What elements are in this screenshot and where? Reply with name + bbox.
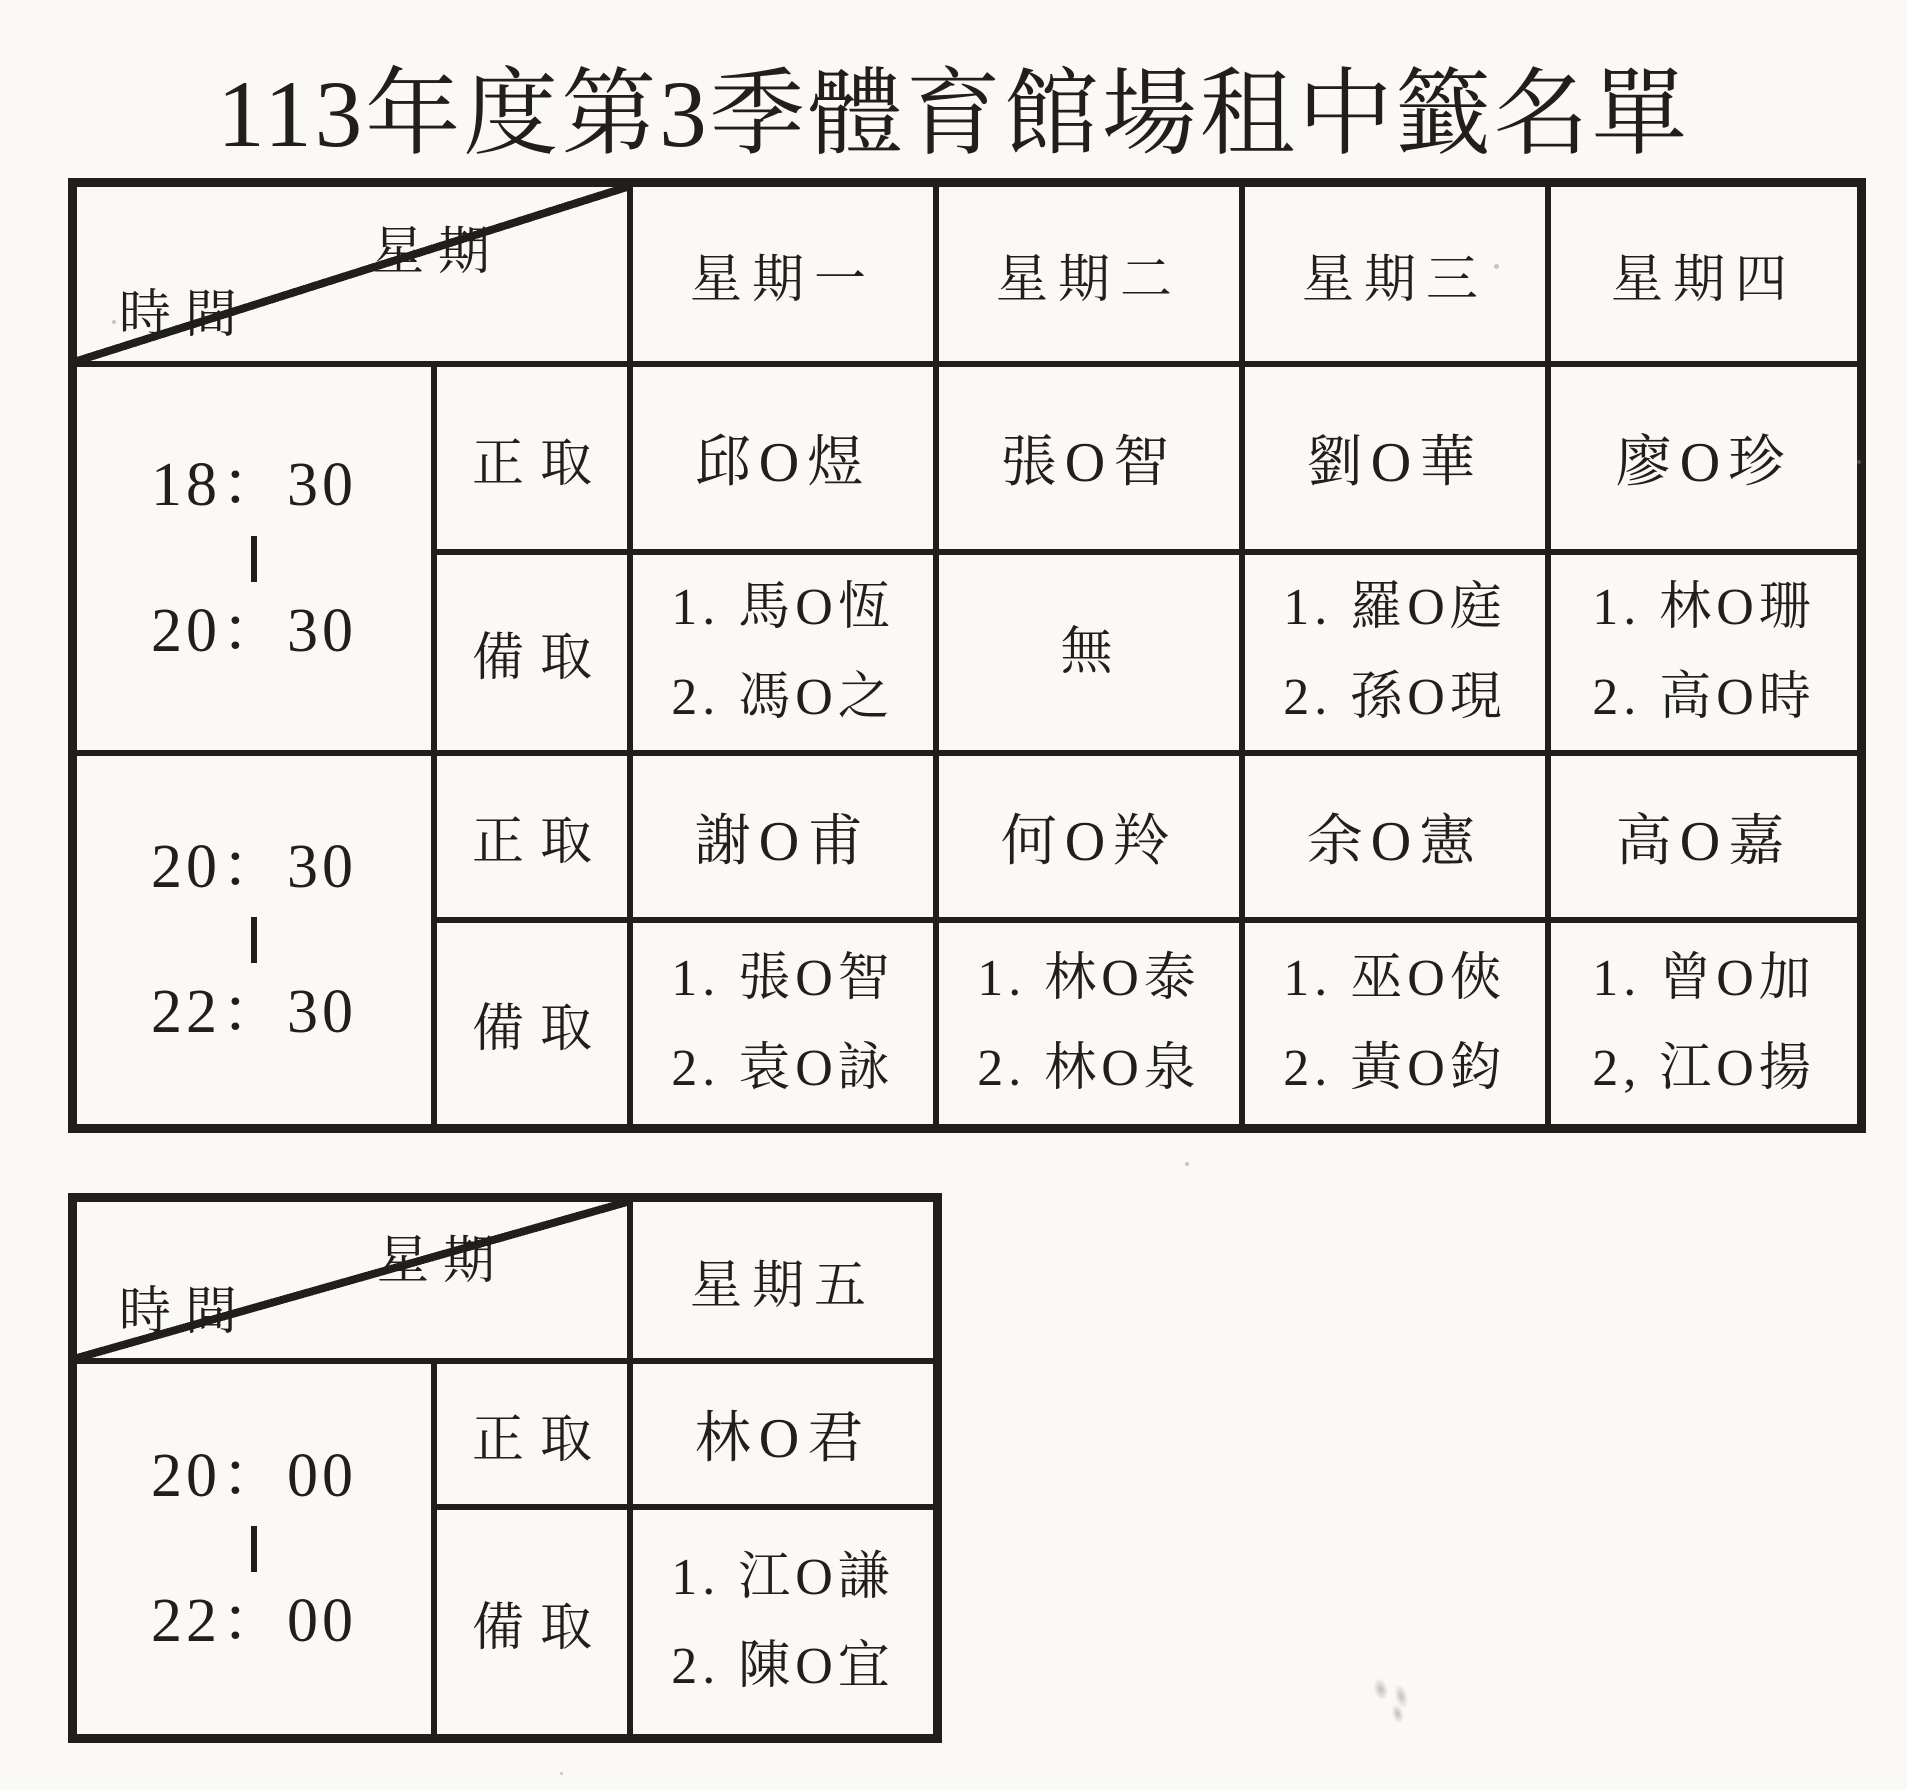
scan-speck [1494,264,1499,269]
waitlist-entry: 1. 林O珊 [1592,579,1816,637]
waitlist-entry: 2. 高O時 [1592,668,1816,726]
day-header-tuesday: 星期二 [939,187,1245,367]
corner-cell [77,1202,633,1364]
waitlist-entry: 2. 馮O之 [671,668,895,726]
winner-cell: 高O嘉 [1551,756,1857,923]
waitlist-cell [1245,555,1551,756]
waitlist-cell [1551,555,1857,756]
waitlist-entry: 2. 黃O鈞 [1283,1039,1507,1097]
waitlist-entry: 2. 林O泉 [977,1039,1201,1097]
time-range-dash [251,917,257,963]
waitlist-entry: 1. 林O泰 [977,950,1201,1008]
time-slot-2000-2200 [77,1364,437,1734]
time-range-dash [251,536,257,582]
winner-cell: 林O君 [633,1364,933,1510]
scan-speck [560,1772,563,1775]
waitlist-cell [1245,923,1551,1124]
waitlist-cell [633,1510,933,1734]
waitlist-cell [633,923,939,1124]
time-slot-1830-2030 [77,367,437,756]
time-end: 20：30 [150,596,357,665]
winner-cell: 謝O甫 [633,756,939,923]
time-start: 20：30 [150,832,357,901]
day-header-monday: 星期一 [633,187,939,367]
time-start: 18：30 [150,451,357,520]
scan-speck [1857,460,1861,464]
waitlist-entry: 1. 羅O庭 [1283,579,1507,637]
seat-type-regular: 正取 [437,1364,633,1510]
winner-cell: 廖O珍 [1551,367,1857,555]
seat-type-waitlist: 備取 [437,555,633,756]
scan-speck [1185,1162,1189,1166]
time-start: 20：00 [150,1441,357,1510]
week-axis-label: 星期 [377,1233,510,1290]
page-title: 113年度第3季體育館場租中籤名單 [217,61,1690,167]
waitlist-entry: 1. 江O謙 [671,1548,895,1606]
seat-type-waitlist: 備取 [437,1510,633,1734]
corner-cell [77,187,633,367]
waitlist-cell [633,555,939,756]
waitlist-entry: 2. 孫O現 [1283,668,1507,726]
waitlist-entry: 1. 巫O俠 [1283,950,1507,1008]
day-header-thursday: 星期四 [1551,187,1857,367]
waitlist-entry: 2. 袁O詠 [671,1039,895,1097]
schedule-table-weekday [68,178,1866,1133]
waitlist-cell [939,923,1245,1124]
time-end: 22：00 [150,1587,357,1655]
waitlist-entry: 1. 曾O加 [1592,950,1816,1008]
schedule-table-friday [68,1193,942,1743]
waitlist-entry: 1. 張O智 [671,950,895,1008]
waitlist-entry: 無 [1060,623,1118,681]
time-end: 22：30 [150,978,357,1046]
waitlist-entry: 1. 馬O恆 [671,579,895,637]
winner-cell: 余O憲 [1245,756,1551,923]
winner-cell: 劉O華 [1245,367,1551,555]
waitlist-entry: 2, 江O揚 [1592,1039,1816,1097]
time-axis-label: 時間 [119,1284,252,1341]
seat-type-waitlist: 備取 [437,923,633,1124]
seat-type-regular: 正取 [437,367,633,555]
week-axis-label: 星期 [372,224,505,281]
winner-cell: 張O智 [939,367,1245,555]
day-header-wednesday: 星期三 [1245,187,1551,367]
day-header-friday: 星期五 [633,1202,933,1364]
waitlist-cell [939,555,1245,756]
seat-type-regular: 正取 [437,756,633,923]
waitlist-entry: 2. 陳O宜 [671,1638,895,1695]
winner-cell: 何O羚 [939,756,1245,923]
waitlist-cell [1551,923,1857,1124]
time-slot-2030-2230 [77,756,437,1124]
time-range-dash [251,1526,257,1572]
time-axis-label: 時間 [119,287,252,344]
scan-smudge [1366,1667,1425,1733]
winner-cell: 邱O煜 [633,367,939,555]
scan-speck [112,320,116,324]
